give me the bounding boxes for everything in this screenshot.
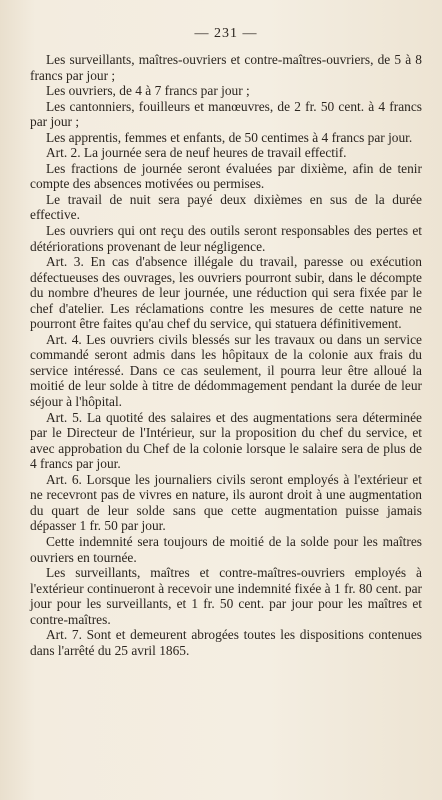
paragraph-wages-cantonniers: Les cantonniers, fouilleurs et manœuvres, de 2 fr. 50 cent. à 4 francs par jour ; (30, 98, 422, 130)
paragraph-night-work: Le travail de nuit sera payé deux dixièmes en sus de la durée effective. (30, 191, 422, 223)
paragraph-art-7: Art. 7. Sont et demeurent abrogées toutes les dispositions contenues dans l'arrêté du 25 avril 1865. (30, 627, 422, 658)
paragraph-wages-apprentis: Les apprentis, femmes et enfants, de 50 centimes à 4 francs par jour. (46, 129, 413, 145)
paragraph-wages-ouvriers: Les ouvriers, de 4 à 7 francs par jour ; (46, 83, 250, 99)
paragraph-art-5: Art. 5. La quotité des salaires et des augmentations sera déterminée par le Directeur de l'Intérieur, sur la proposition du chef du service, et avec approbation du Chef de la colonie lorsque le salaire sera de plus de 4 francs par jour. (30, 409, 422, 472)
paragraph-art-2: Art. 2. La journée sera de neuf heures de travail effectif. (46, 145, 347, 161)
paragraph-exterior: Les surveillants, maîtres et contre-maîtres-ouvriers employés à l'extérieur continueront à recevoir une indemnité fixée à 1 fr. 80 cent. par jour pour les surveillants, et 1 fr. 50 cent. par jour pour les maîtres et contre-maîtres. (30, 565, 422, 627)
page-body (30, 52, 422, 658)
paragraph-art-6: Art. 6. Lorsque les journaliers civils seront employés à l'extérieur et ne recevront pas de vivres en nature, ils auront droit à une augmentation du quart de leur solde sans que cette augmentation puisse jamais dépasser 1 fr. 50 par jour. (30, 471, 422, 534)
page-number: — 231 — (194, 26, 258, 41)
paragraph-wages-surveillants: Les surveillants, maîtres-ouvriers et contre-maîtres-ouvriers, de 5 à 8 francs par jour ; (30, 52, 422, 83)
paragraph-indemnity: Cette indemnité sera toujours de moitié de la solde pour les maîtres ouvriers en tournée. (30, 533, 422, 565)
paragraph-art-4: Art. 4. Les ouvriers civils blessés sur les travaux ou dans un service commandé seront admis dans les hôpitaux de la colonie aux frais du service intéressé. Dans ce cas seulement, il pourra leur être alloué la moitié de leur solde à titre de dédommagement pendant la durée de leur séjour à l'hôpital. (30, 331, 422, 410)
paragraph-fractions: Les fractions de journée seront évaluées par dixième, afin de tenir compte des absences motivées ou permises. (30, 160, 422, 192)
paragraph-art-3: Art. 3. En cas d'absence illégale du travail, paresse ou exécution défectueuses des ouvrages, les ouvriers pourront subir, dans le décompte du nombre d'heures de leur journée, une réduction qui sera fixée par le chef d'atelier. Les réclamations contre les mesures de cette nature ne pourront être faites qu'au chef du service, qui statuera définitivement. (30, 254, 422, 332)
paragraph-tools: Les ouvriers qui ont reçu des outils seront responsables des pertes et détériorations provenant de leur négligence. (30, 223, 422, 254)
